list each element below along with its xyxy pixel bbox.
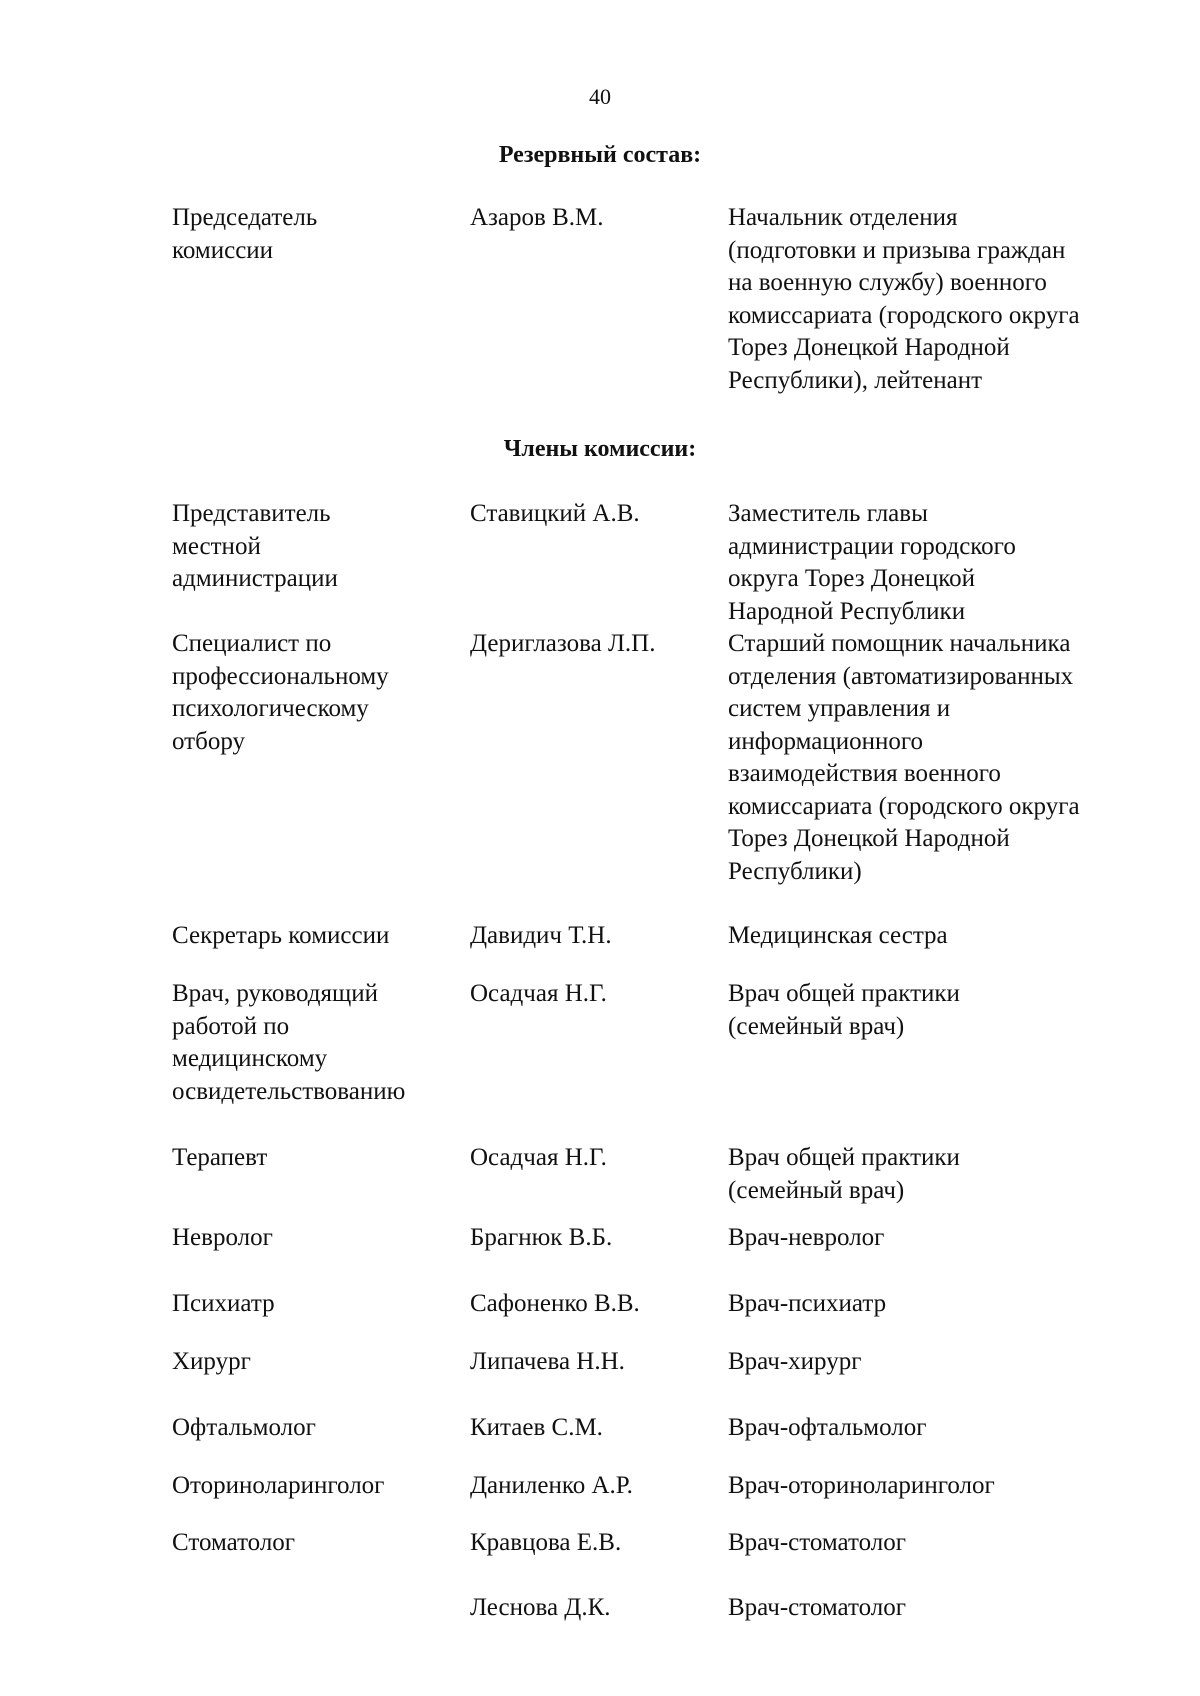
- member-position: Врач-офтальмолог: [728, 1414, 927, 1441]
- member-position: Врач-оториноларинголог: [728, 1472, 995, 1499]
- member-role: Специалист по профессиональному психологическому отбору: [172, 630, 389, 755]
- member-position: Врач-хирург: [728, 1348, 862, 1375]
- member-role: Офтальмолог: [172, 1414, 316, 1441]
- member-position: Врач-стоматолог: [728, 1594, 906, 1621]
- member-role: Психиатр: [172, 1290, 275, 1317]
- member-name: Осадчая Н.Г.: [470, 1144, 607, 1171]
- member-name: Ставицкий А.В.: [470, 500, 640, 527]
- member-role: Оториноларинголог: [172, 1472, 385, 1499]
- section-heading-reserve: Резервный состав:: [498, 142, 702, 168]
- member-name: Сафоненко В.В.: [470, 1290, 640, 1317]
- member-name: Давидич Т.Н.: [470, 922, 612, 949]
- member-name: Осадчая Н.Г.: [470, 980, 607, 1007]
- member-position: Заместитель главы администрации городского округа Торез Донецкой Народной Республики: [728, 500, 1016, 625]
- member-name: Дериглазова Л.П.: [470, 630, 656, 657]
- member-position: Врач общей практики (семейный врач): [728, 1144, 960, 1204]
- member-name: Леснова Д.К.: [470, 1594, 611, 1621]
- member-role: Врач, руководящий работой по медицинскому освидетельствованию: [172, 980, 406, 1105]
- member-position: Медицинская сестра: [728, 922, 948, 949]
- member-name: Брагнюк В.Б.: [470, 1224, 613, 1251]
- member-role: Председатель комиссии: [172, 204, 318, 264]
- member-role: Невролог: [172, 1224, 273, 1251]
- member-position: Начальник отделения (подготовки и призыва граждан на военную службу) военного комиссариата (городского округа Торез Донецкой Народной Республики), лейтенант: [728, 204, 1080, 394]
- page-number: 40: [589, 84, 611, 109]
- section-heading-members: Члены комиссии:: [503, 436, 697, 462]
- member-role: Представитель местной администрации: [172, 500, 338, 592]
- member-name: Китаев С.М.: [470, 1414, 603, 1441]
- member-name: Азаров В.М.: [470, 204, 604, 231]
- member-name: Липачева Н.Н.: [470, 1348, 625, 1375]
- member-name: Кравцова Е.В.: [470, 1529, 622, 1556]
- member-role: Хирург: [172, 1348, 251, 1375]
- member-name: Даниленко А.Р.: [470, 1472, 633, 1499]
- member-position: Старший помощник начальника отделения (автоматизированных систем управления и информационного взаимодействия военного комиссариата (городского округа Торез Донецкой Народной Республики): [728, 630, 1080, 885]
- member-position: Врач общей практики (семейный врач): [728, 980, 960, 1040]
- member-position: Врач-невролог: [728, 1224, 885, 1251]
- member-role: Терапевт: [172, 1144, 268, 1171]
- member-position: Врач-стоматолог: [728, 1529, 906, 1556]
- member-role: Стоматолог: [172, 1529, 296, 1556]
- member-role: Секретарь комиссии: [172, 922, 390, 949]
- member-position: Врач-психиатр: [728, 1290, 887, 1317]
